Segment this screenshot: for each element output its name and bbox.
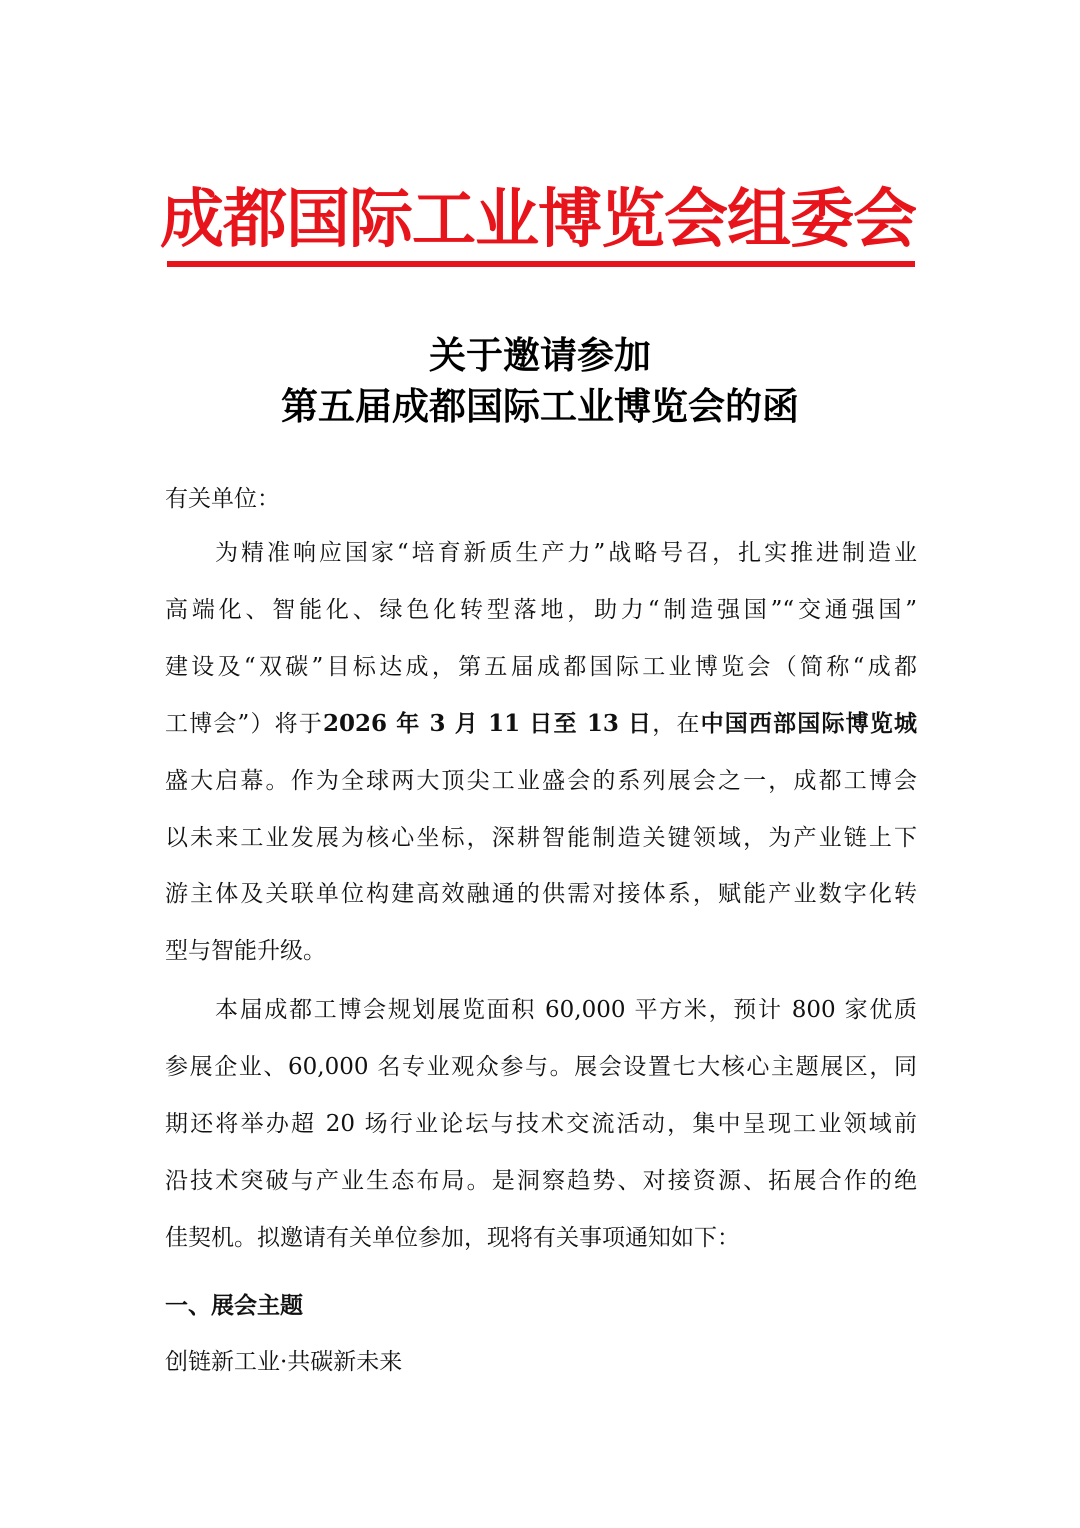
letterhead-red-rule (167, 261, 915, 267)
letterhead-org-name: 成都国际工业博览会组委会 (160, 183, 916, 257)
text-fragment: ，在 (652, 710, 701, 737)
paragraph-line: 高端化、智能化、绿色化转型落地，助力“制造强国”“交通强国” (165, 596, 917, 623)
paragraph-line: 以未来工业发展为核心坐标，深耕智能制造关键领域，为产业链上下 (165, 824, 917, 851)
salutation: 有关单位： (165, 486, 280, 512)
document-title-line-1: 关于邀请参加 (429, 333, 651, 377)
paragraph-line: 为精准响应国家“培育新质生产力”战略号召，扎实推进制造业 (215, 540, 917, 566)
paragraph-line-with-date (165, 696, 917, 753)
paragraph-line: 参展企业、60,000 名专业观众参与。展会设置七大核心主题展区，同 (165, 1053, 917, 1080)
paragraph-exhibition-scale (165, 982, 917, 1267)
paragraph-line: 沿技术突破与产业生态布局。是洞察趋势、对接资源、拓展合作的绝 (165, 1167, 917, 1194)
exhibition-theme-text: 创链新工业·共碳新未来 (165, 1349, 403, 1375)
event-venue: 中国西部国际博览城 (700, 709, 917, 737)
paragraph-line: 建设及“双碳”目标达成，第五届成都国际工业博览会（简称“成都 (165, 653, 917, 680)
section-heading-theme: 一、展会主题 (165, 1293, 303, 1319)
paragraph-line: 盛大启幕。作为全球两大顶尖工业盛会的系列展会之一，成都工博会 (165, 767, 917, 794)
text-fragment: 工博会”）将于 (165, 710, 323, 737)
document-title-line-2: 第五届成都国际工业博览会的函 (281, 384, 799, 428)
paragraph-line: 本届成都工博会规划展览面积 60,000 平方米，预计 800 家优质 (215, 997, 917, 1023)
document-title (150, 330, 930, 432)
paragraph-line: 游主体及关联单位构建高效融通的供需对接体系，赋能产业数字化转 (165, 881, 917, 908)
event-date: 2026 年 3 月 11 日至 13 日 (323, 709, 653, 737)
paragraph-line: 佳契机。拟邀请有关单位参加，现将有关事项通知如下： (165, 1224, 740, 1251)
paragraph-line: 型与智能升级。 (165, 938, 326, 965)
paragraph-invitation (165, 525, 917, 980)
paragraph-line: 期还将举办超 20 场行业论坛与技术交流活动，集中呈现工业领域前 (165, 1110, 917, 1137)
